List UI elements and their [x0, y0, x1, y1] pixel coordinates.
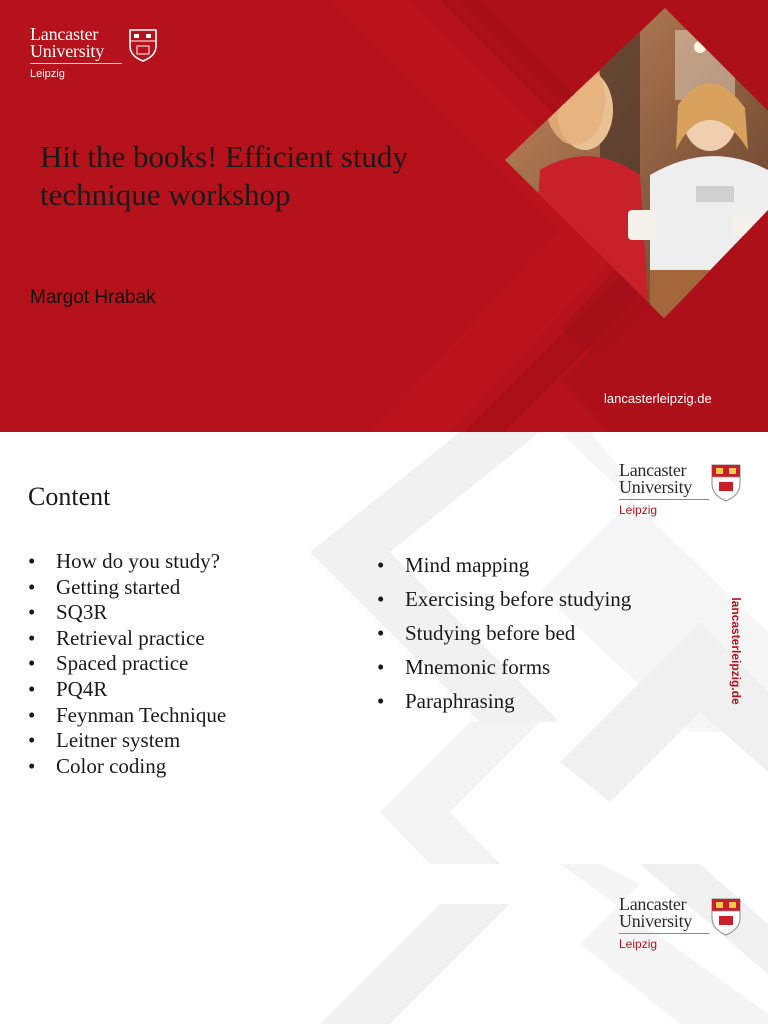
list-item: • Getting started — [28, 574, 181, 599]
title-slide — [0, 0, 768, 432]
topic-list-left — [28, 549, 226, 779]
list-item: • Spaced practice — [28, 651, 189, 676]
university-crest-icon — [711, 898, 741, 936]
list-item: • Paraphrasing — [377, 689, 515, 713]
logo-location: Leipzig — [619, 503, 658, 517]
list-item: • SQ3R — [28, 600, 108, 625]
list-item: • How do you study? — [28, 549, 220, 573]
presenter-name: Margot Hrabak — [30, 287, 156, 308]
list-item: • Leitner system — [28, 728, 181, 753]
logo-line1: Lancaster — [30, 24, 99, 44]
website-link[interactable]: lancasterleipzig.de — [604, 391, 712, 406]
students-photo — [500, 0, 768, 330]
logo-line2: University — [30, 41, 104, 61]
topic-list-right — [377, 548, 631, 718]
content-heading: Content — [28, 482, 111, 511]
website-vertical — [722, 596, 750, 706]
logo-line1: Lancaster — [619, 460, 687, 480]
website-link[interactable]: lancasterleipzig.de — [729, 597, 743, 705]
third-slide — [0, 864, 768, 1024]
university-crest-icon — [128, 28, 158, 62]
university-logo — [30, 26, 122, 80]
list-item: • PQ4R — [28, 676, 108, 701]
list-item: • Exercising before studying — [377, 587, 632, 611]
list-item: • Mind mapping — [377, 553, 530, 577]
logo-line2: University — [619, 477, 692, 497]
logo-line2: University — [619, 911, 692, 931]
university-crest-icon — [711, 464, 741, 502]
list-item: • Color coding — [28, 753, 167, 778]
logo-divider — [619, 499, 709, 500]
list-item: • Retrieval practice — [28, 625, 205, 650]
university-logo — [619, 462, 709, 517]
list-item: • Feynman Technique — [28, 702, 227, 727]
logo-line1: Lancaster — [619, 894, 687, 914]
list-item: • Studying before bed — [377, 621, 576, 645]
logo-divider — [30, 63, 122, 64]
university-logo — [619, 896, 709, 951]
list-item: • Mnemonic forms — [377, 655, 551, 679]
logo-location: Leipzig — [619, 937, 658, 951]
content-slide — [0, 432, 768, 864]
logo-divider — [619, 933, 709, 934]
logo-location: Leipzig — [30, 68, 65, 80]
presentation-title: Hit the books! Efficient study technique workshop — [40, 139, 408, 212]
